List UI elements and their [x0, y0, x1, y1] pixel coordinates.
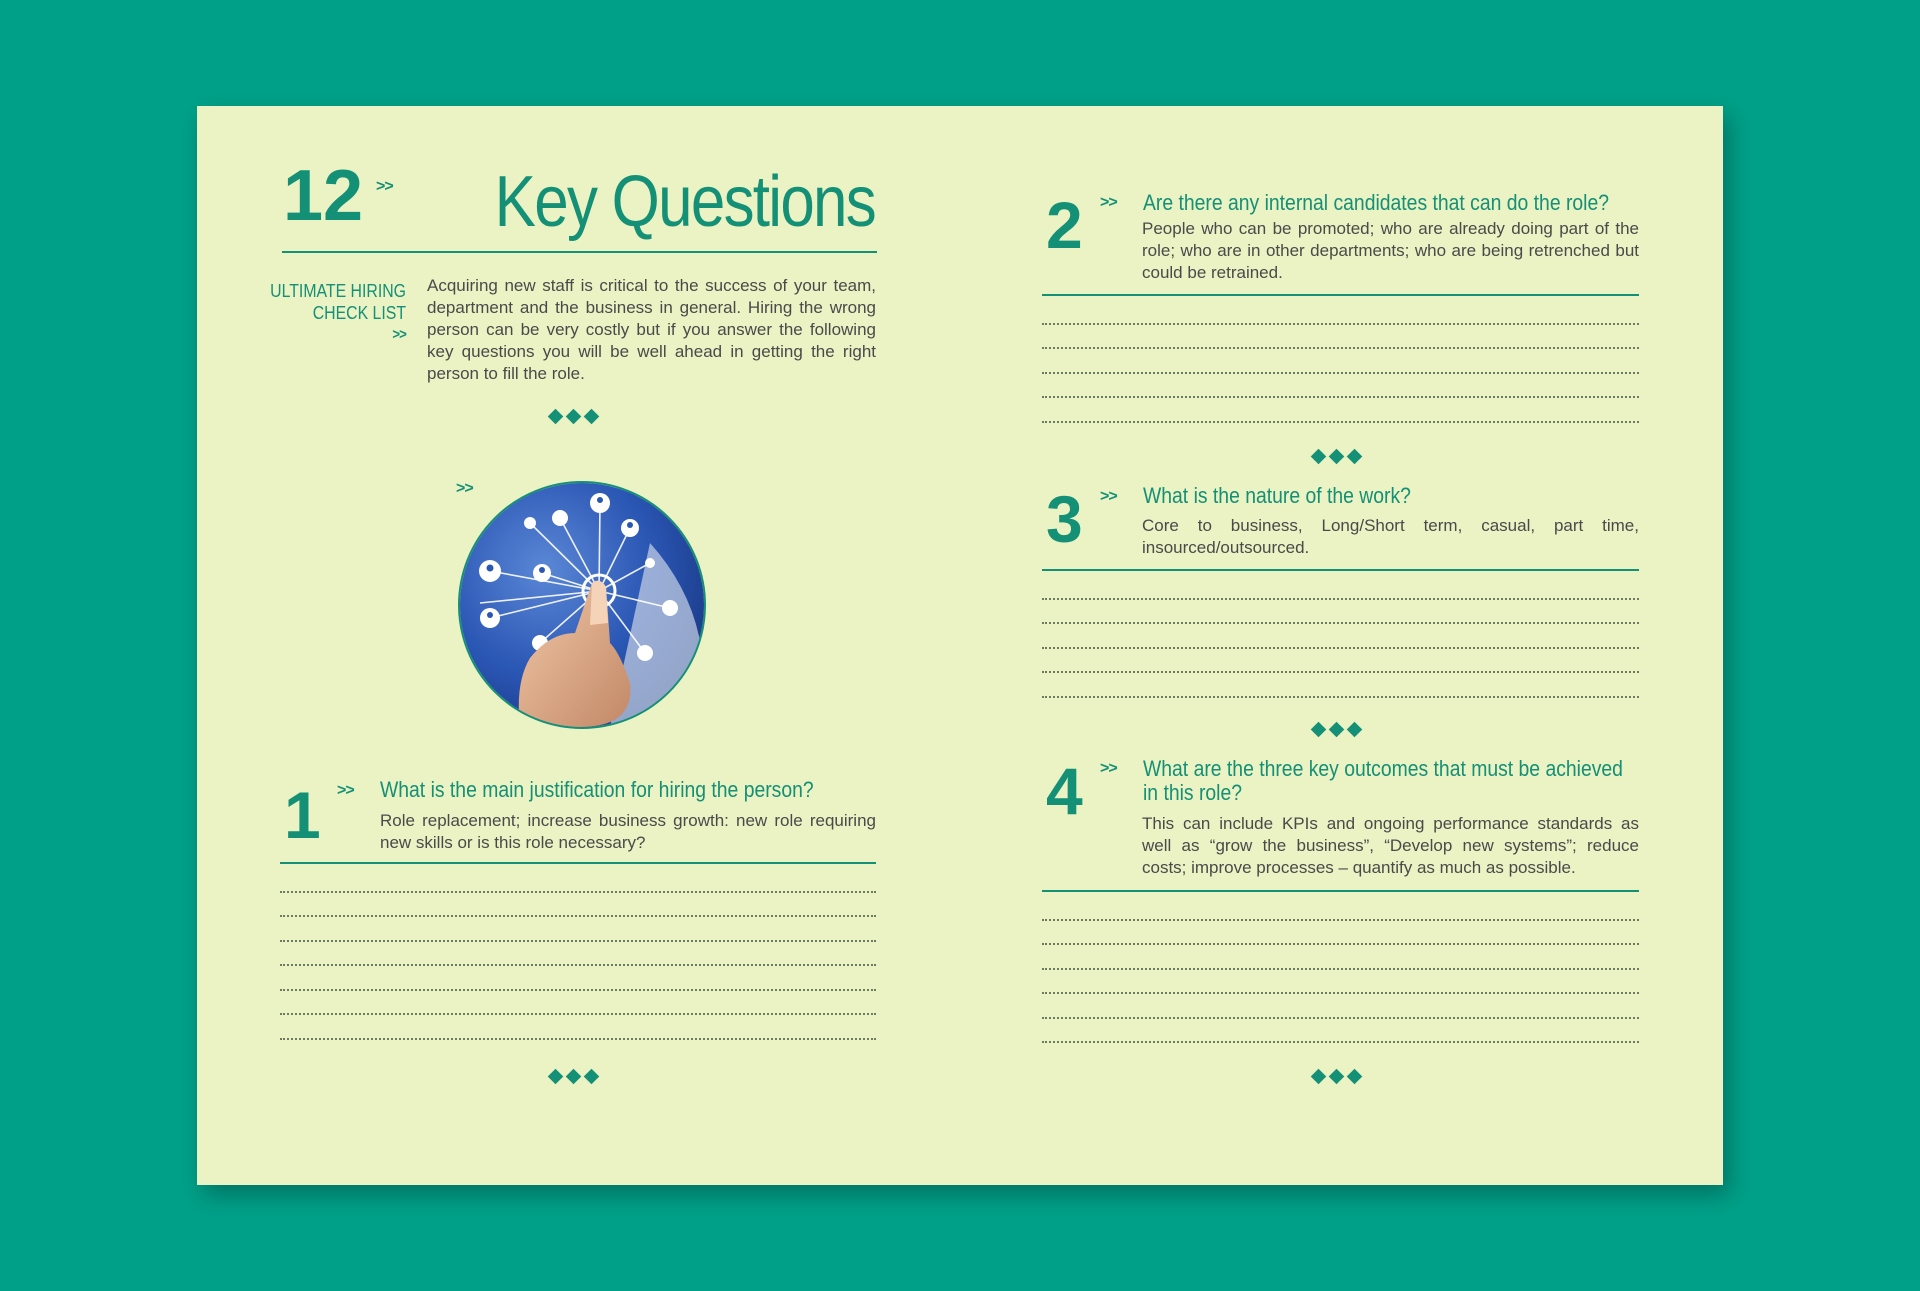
- question-3-title: What is the nature of the work?: [1143, 483, 1411, 508]
- diamond-icon: [1329, 1069, 1345, 1085]
- question-2-title: Are there any internal candidates that can do the role?: [1143, 190, 1610, 215]
- answer-line: [280, 964, 876, 966]
- question-2-number: 2: [1046, 188, 1083, 262]
- answer-line: [280, 891, 876, 893]
- subtitle-line1: ULTIMATE HIRING: [270, 281, 406, 301]
- question-4-title-line2: in this role?: [1143, 780, 1243, 805]
- answer-line: [280, 915, 876, 917]
- question-1-title: What is the main justification for hiring the person?: [380, 777, 814, 802]
- answer-line: [1042, 1017, 1639, 1019]
- question-2-chevrons: >>: [1100, 194, 1117, 211]
- question-1-divider: [280, 862, 876, 864]
- question-3-chevrons: >>: [1100, 488, 1117, 505]
- question-1-number: 1: [284, 778, 321, 852]
- question-2-divider: [1042, 294, 1639, 296]
- answer-line: [1042, 1041, 1639, 1043]
- diamond-icon: [566, 409, 582, 425]
- diamond-icon: [1347, 449, 1363, 465]
- diamond-icon: [1347, 722, 1363, 738]
- answer-line: [1042, 696, 1639, 698]
- subtitle-chevrons: >>: [392, 326, 406, 343]
- diamond-icon: [1311, 449, 1327, 465]
- question-4-title: [1143, 757, 1623, 805]
- divider-diamonds: [1313, 1071, 1360, 1082]
- answer-line: [1042, 622, 1639, 624]
- question-4-chevrons: >>: [1100, 760, 1117, 777]
- answer-line: [1042, 598, 1639, 600]
- diamond-icon: [1311, 722, 1327, 738]
- question-4-divider: [1042, 890, 1639, 892]
- divider-diamonds: [1313, 724, 1360, 735]
- diamond-icon: [1311, 1069, 1327, 1085]
- question-4-title-line1: What are the three key outcomes that must be achieved: [1143, 756, 1623, 781]
- answer-line: [1042, 992, 1639, 994]
- answer-line: [1042, 347, 1639, 349]
- question-3-number: 3: [1046, 482, 1083, 556]
- answer-line: [1042, 647, 1639, 649]
- divider-diamonds: [1313, 451, 1360, 462]
- divider-diamonds: [550, 1071, 597, 1082]
- question-3-divider: [1042, 569, 1639, 571]
- diamond-icon: [584, 409, 600, 425]
- answer-line: [280, 1038, 876, 1040]
- network-touch-icon: [458, 481, 706, 729]
- question-2-body: People who can be promoted; who are already doing part of the role; who are in other departments; who are being retrenched but could be retrained.: [1142, 219, 1639, 282]
- diamond-icon: [584, 1069, 600, 1085]
- answer-line: [1042, 396, 1639, 398]
- question-1-chevrons: >>: [337, 782, 354, 799]
- answer-line: [1042, 671, 1639, 673]
- answer-line: [1042, 421, 1639, 423]
- question-4-body: This can include KPIs and ongoing performance standards as well as “grow the business”, “Develop new systems”; reduce costs; improve processes – quantify as much as possible.: [1142, 814, 1639, 877]
- diamond-icon: [548, 409, 564, 425]
- diamond-icon: [1329, 449, 1345, 465]
- answer-line: [1042, 919, 1639, 921]
- diamond-icon: [566, 1069, 582, 1085]
- answer-line: [1042, 323, 1639, 325]
- subtitle: [260, 280, 406, 346]
- header-chevrons: >>: [376, 178, 393, 195]
- question-1-body: Role replacement; increase business growth: new role requiring new skills or is this role necessary?: [380, 811, 876, 852]
- answer-line: [280, 940, 876, 942]
- diamond-icon: [1347, 1069, 1363, 1085]
- answer-line: [1042, 943, 1639, 945]
- page-title: Key Questions: [494, 162, 875, 242]
- question-4-number: 4: [1046, 754, 1083, 828]
- image-chevrons: >>: [456, 480, 473, 497]
- answer-line: [280, 1013, 876, 1015]
- diamond-icon: [548, 1069, 564, 1085]
- title-divider: [282, 251, 877, 253]
- diamond-icon: [1329, 722, 1345, 738]
- answer-line: [1042, 968, 1639, 970]
- header-number: 12: [283, 156, 364, 236]
- subtitle-line2: CHECK LIST: [312, 303, 406, 323]
- answer-line: [1042, 372, 1639, 374]
- answer-line: [280, 989, 876, 991]
- intro-paragraph: Acquiring new staff is critical to the success of your team, department and the business in general. Hiring the wrong person can be very costly but if you answer the following key questions you will be well ahead in getting the right person to fill the role.: [427, 276, 876, 383]
- question-3-body: Core to business, Long/Short term, casual, part time, insourced/outsourced.: [1142, 516, 1639, 557]
- divider-diamonds: [550, 411, 597, 422]
